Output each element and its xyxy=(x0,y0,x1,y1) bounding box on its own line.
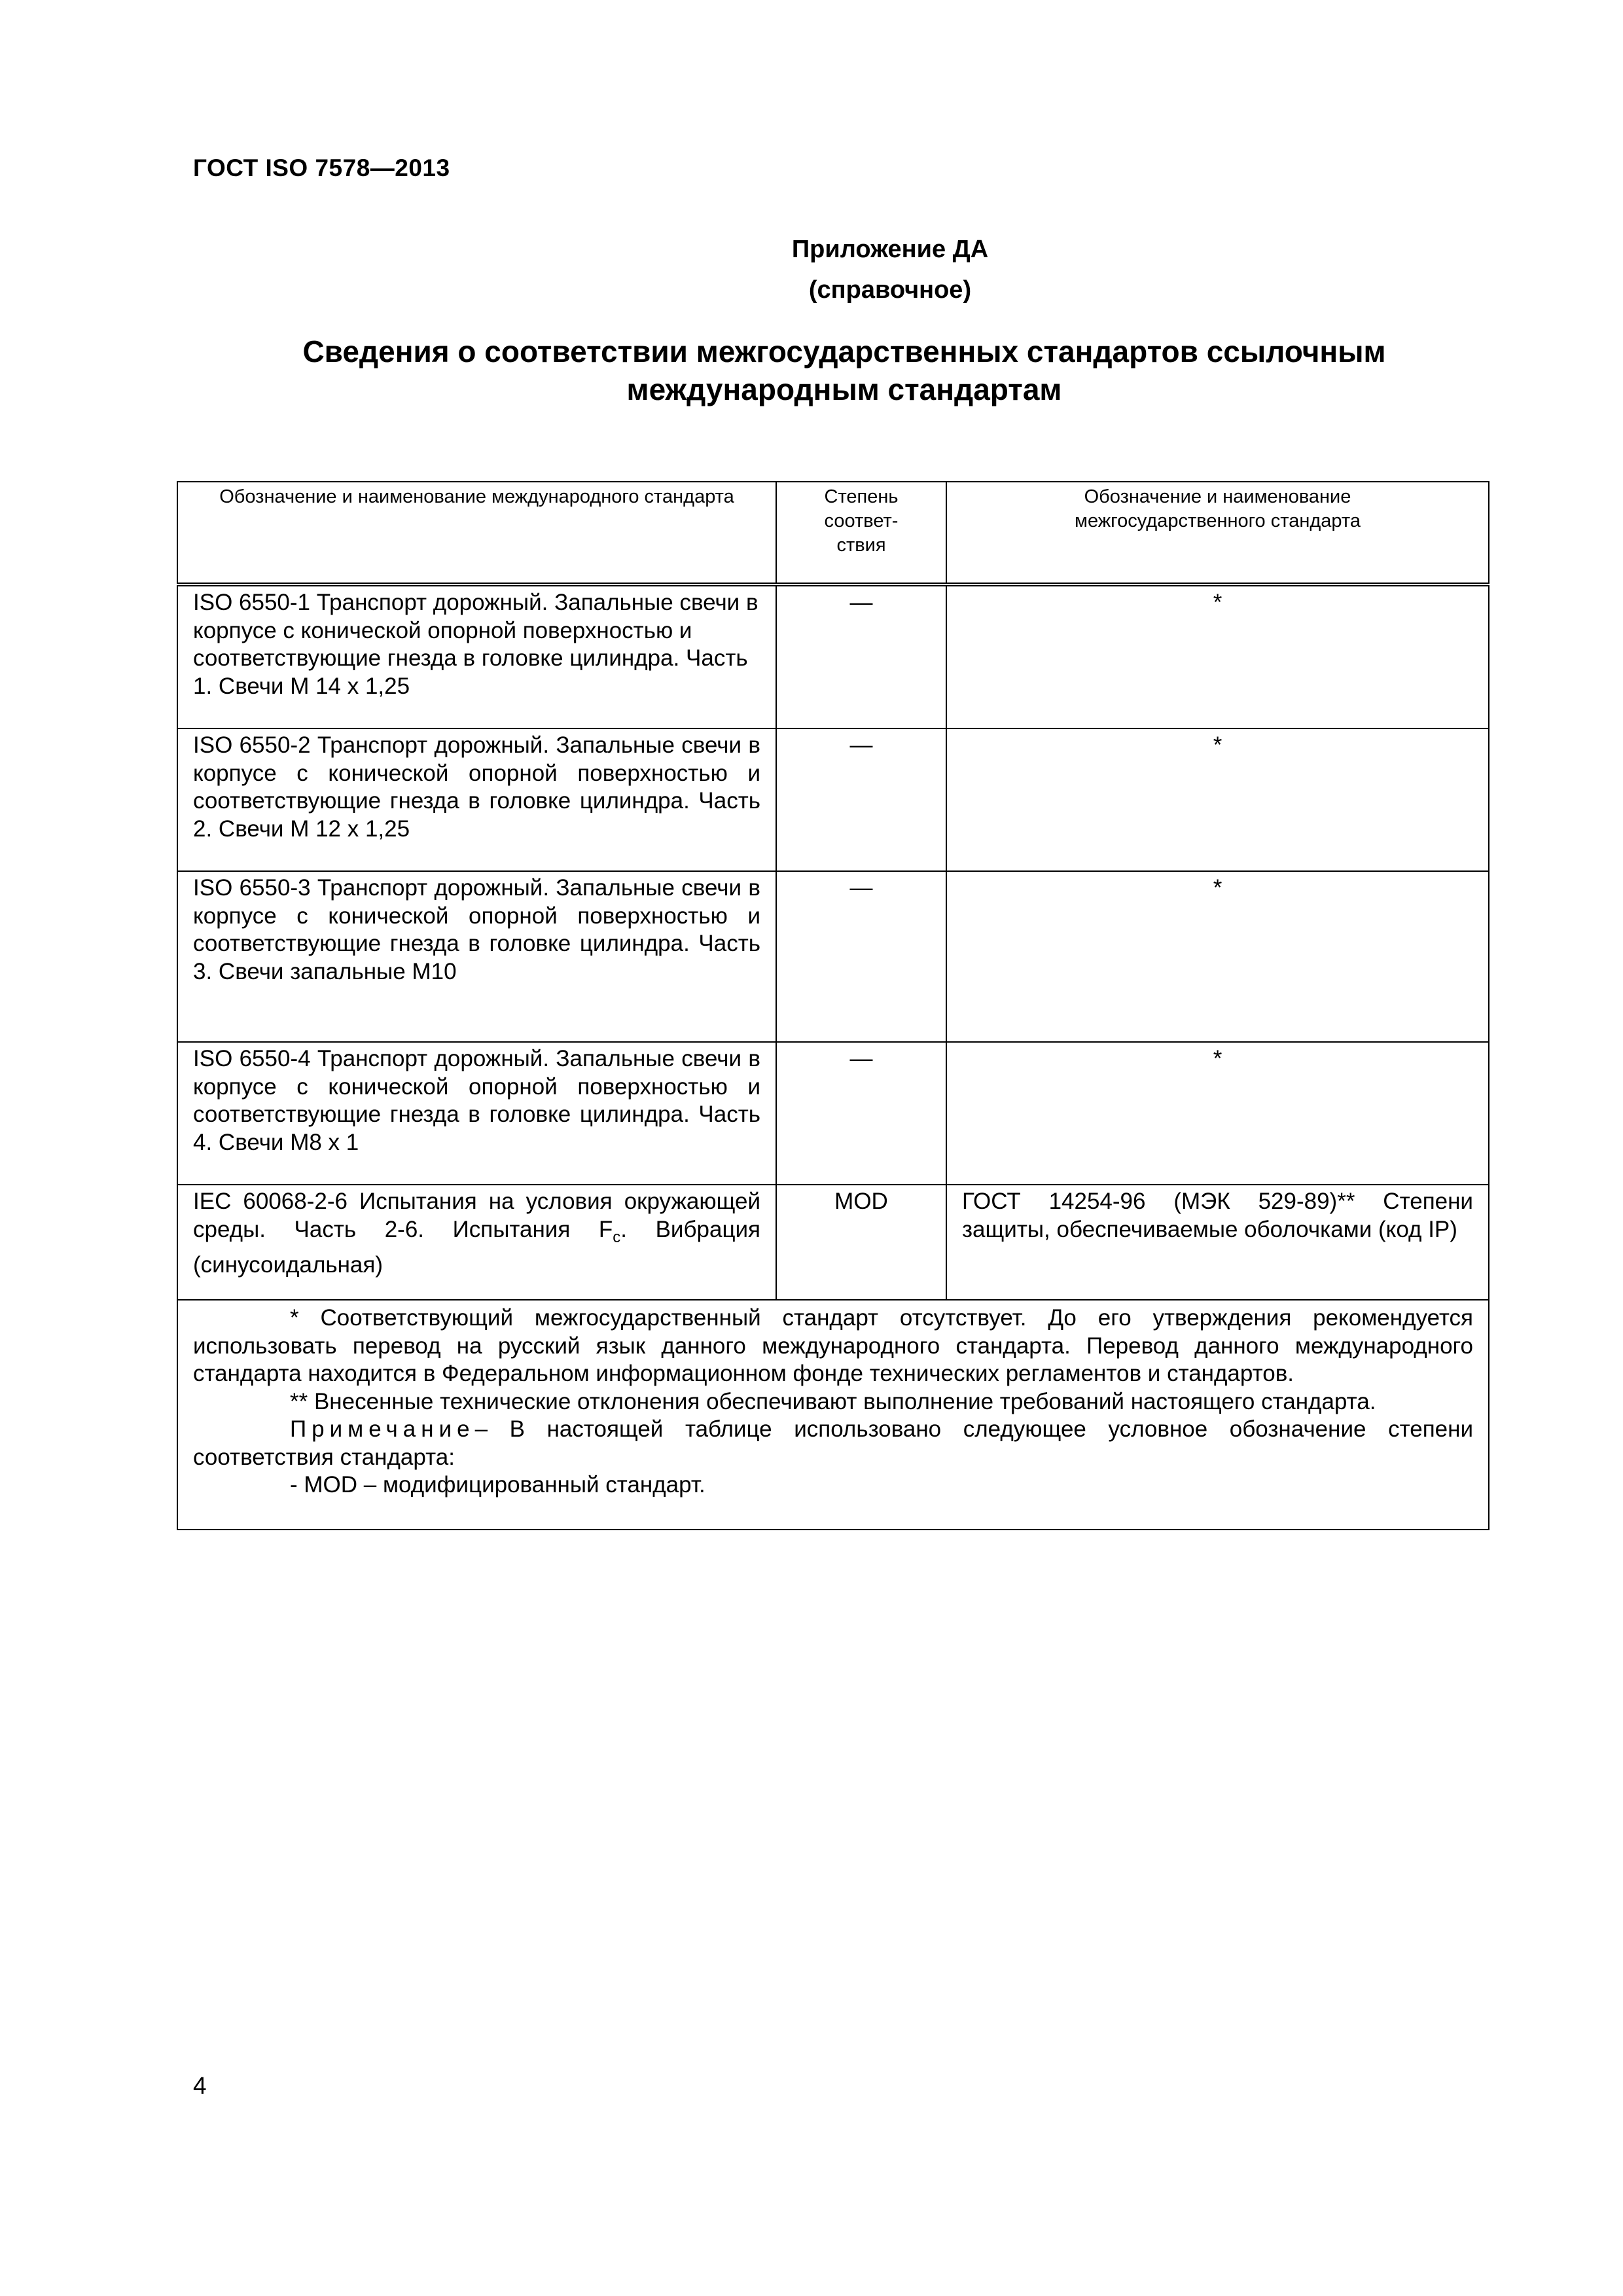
interstate-standard-cell xyxy=(946,728,1489,871)
appendix-type: (справочное) xyxy=(808,276,972,304)
dash-mark: — xyxy=(849,875,873,901)
appendix-title: Приложение ДА xyxy=(791,236,989,263)
header-international-label: Обозначение и наименование международного стандарта xyxy=(219,486,734,507)
document-title xyxy=(177,332,1512,408)
dash-mark: — xyxy=(849,590,873,615)
header-degree xyxy=(776,482,946,584)
notes-row xyxy=(177,1300,1489,1530)
header-international xyxy=(177,482,776,584)
note-1: * Соответствующий межгосударственный стандарт отсутствует. До его утверждения рекомендуется использовать перевод на русский язык данного международного стандарта. Перевод данного международного стандарта находится в Федеральном информационном фонде технических регламентов и стандартов. xyxy=(193,1305,1473,1386)
table-header-row xyxy=(177,482,1489,584)
page-number: 4 xyxy=(193,2072,207,2099)
degree-cell xyxy=(776,1042,946,1185)
appendix-heading xyxy=(720,229,1060,310)
document-id: ГОСТ ISO 7578—2013 xyxy=(193,154,450,181)
degree-cell xyxy=(776,584,946,728)
star-mark: * xyxy=(1213,1046,1222,1071)
international-standard-cell: ISO 6550-1 Транспорт дорожный. Запальные свечи в корпусе с конической опорной поверхностью и соответствующие гнезда в головке цилиндра. Часть 1. Свечи М 14 х 1,25 xyxy=(177,584,776,728)
international-standard-cell: ISO 6550-3 Транспорт дорожный. Запальные свечи в корпусе с конической опорной поверхностью и соответствующие гнезда в головке цилиндра. Часть 3. Свечи запальные М10 xyxy=(177,871,776,1042)
international-standard-tail: . Вибрация (синусоидальная) xyxy=(193,1216,760,1278)
degree-cell xyxy=(776,728,946,871)
subscript-c: c xyxy=(613,1228,621,1246)
table-row xyxy=(177,871,1489,1042)
table-row xyxy=(177,728,1489,871)
international-standard-cell: ISO 6550-2 Транспорт дорожный. Запальные свечи в корпусе с конической опорной поверхностью и соответствующие гнезда в головке цилиндра. Часть 2. Свечи М 12 х 1,25 xyxy=(177,728,776,871)
international-standard-cell xyxy=(177,1185,776,1300)
star-mark: * xyxy=(1213,875,1222,901)
notes-cell xyxy=(177,1300,1489,1530)
international-standard-cell: ISO 6550-4 Транспорт дорожный. Запальные свечи в корпусе с конической опорной поверхностью и соответствующие гнезда в головке цилиндра. Часть 4. Свечи М8 х 1 xyxy=(177,1042,776,1185)
note-3-label: Примечание xyxy=(290,1416,475,1442)
note-3-text: – В настоящей таблице использовано следующее условное обозначение степени соответствия стандарта: xyxy=(193,1416,1473,1470)
degree-cell: MOD xyxy=(776,1185,946,1300)
table-row xyxy=(177,584,1489,728)
header-interstate-label: Обозначение и наименование межгосударственного стандарта xyxy=(1075,486,1361,531)
dash-mark: — xyxy=(849,1046,873,1071)
table-row xyxy=(177,1185,1489,1300)
header-degree-label: Степень соответ-ствия xyxy=(824,486,899,556)
note-4: - MOD – модифицированный стандарт. xyxy=(290,1472,705,1498)
interstate-standard-cell xyxy=(946,871,1489,1042)
note-3 xyxy=(193,1416,1473,1471)
table-row xyxy=(177,1042,1489,1185)
star-mark: * xyxy=(1213,732,1222,758)
dash-mark: — xyxy=(849,732,873,758)
note-2: ** Внесенные технические отклонения обеспечивают выполнение требований настоящего стандарта. xyxy=(290,1388,1376,1414)
degree-cell xyxy=(776,871,946,1042)
header-interstate xyxy=(946,482,1489,584)
star-mark: * xyxy=(1213,590,1222,615)
international-standard-text: IEC 60068-2-6 Испытания на условия окружающей среды. Часть 2-6. Испытания F xyxy=(193,1189,760,1242)
title-line-1: Сведения о соответствии межгосударственных стандартов ссылочным xyxy=(302,334,1386,368)
interstate-standard-cell xyxy=(946,584,1489,728)
interstate-standard-cell: ГОСТ 14254-96 (МЭК 529-89)** Степени защиты, обеспечиваемые оболочками (код IP) xyxy=(946,1185,1489,1300)
title-line-2: международным стандартам xyxy=(626,372,1062,406)
interstate-standard-cell xyxy=(946,1042,1489,1185)
correspondence-table xyxy=(177,481,1489,1530)
